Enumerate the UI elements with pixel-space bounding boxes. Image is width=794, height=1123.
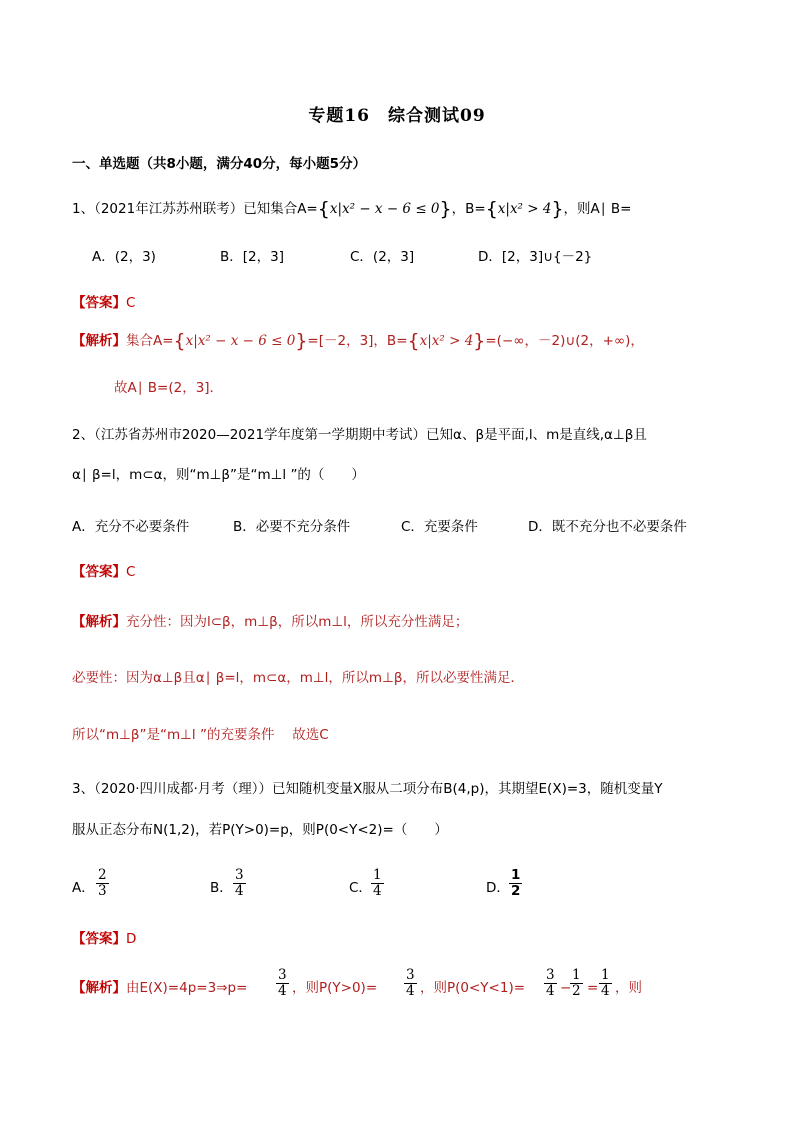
q2-option-a: A．充分不必要条件 [72, 519, 190, 535]
analysis-label: 【解析】 [72, 614, 126, 630]
q3-option-d-fraction [509, 868, 522, 899]
answer-label: 【答案】 [72, 931, 126, 947]
q3-option-b-label: B． [210, 880, 233, 896]
q3-option-b-fraction [233, 868, 246, 899]
fraction-numerator: 1 [373, 867, 382, 883]
question-3-stem-line-2: 服从正态分布N(1,2)，若P(Y>0)=p，则P(0<Y<2)=（ ） [72, 822, 448, 838]
fraction-denominator: 4 [546, 983, 555, 999]
q3-answer [72, 929, 734, 949]
analysis-label: 【解析】 [72, 333, 126, 349]
q3-an-fraction-3 [544, 968, 557, 999]
q3-an-fraction-4 [570, 968, 583, 999]
fraction-denominator: 2 [511, 883, 521, 899]
q3-option-c-fraction [371, 868, 384, 899]
q3-option-d-label: D． [486, 880, 510, 896]
q3-an-text-d: ，则 [615, 980, 642, 996]
fraction-numerator: 1 [601, 967, 610, 983]
q3-analysis-prefix [72, 978, 247, 998]
q3-an-fraction-2 [404, 968, 417, 999]
fraction-denominator: 4 [235, 883, 244, 899]
q2-option-d: D．既不充分也不必要条件 [528, 519, 687, 535]
fraction-numerator: 1 [572, 967, 581, 983]
q1-option-a: A．(2，3) [92, 249, 156, 265]
q1-stem-b: ，B= [451, 201, 486, 217]
q3-an-text-b: ，则P(Y>0)= [292, 980, 378, 996]
q3-an-equals: = [587, 980, 599, 996]
q2-answer [72, 562, 734, 582]
q1-option-b: B．[2，3] [220, 249, 284, 265]
question-1-options [92, 247, 734, 267]
q3-option-c-label: C． [349, 880, 372, 896]
fraction-numerator: 3 [546, 967, 555, 983]
q2-an-text-1: 充分性：因为l⊂β，m⊥β，所以m⊥l，所以充分性满足； [126, 614, 469, 630]
q2-analysis-line-3: 所以“m⊥β”是“m⊥l ”的充要条件 故选C [72, 727, 329, 743]
answer-value: C [126, 295, 136, 311]
q3-option-a-fraction [96, 868, 109, 899]
q2-analysis-line-2: 必要性：因为α⊥β且α∣ β=l，m⊂α，m⊥l，所以m⊥β，所以必要性满足． [72, 670, 524, 686]
fraction-numerator: 2 [98, 867, 107, 883]
q1-option-d: D．[2，3]∪{－2} [478, 249, 593, 265]
answer-label: 【答案】 [72, 564, 126, 580]
answer-label: 【答案】 [72, 295, 126, 311]
q1-set-a: x|x² − x − 6 ≤ 0 [329, 201, 440, 217]
question-2-options [72, 517, 734, 537]
question-3-options [72, 868, 734, 908]
question-3-stem-line-1: 3、（2020·四川成都·月考（理））已知随机变量X服从二项分布B(4,p)，其期望E(X)=3，随机变量Y [72, 781, 663, 797]
q3-an-text-a: 由E(X)=4p=3⇒p= [126, 980, 248, 996]
q1-answer [72, 293, 734, 313]
fraction-numerator: 3 [235, 867, 244, 883]
q2-option-b: B．必要不充分条件 [233, 519, 351, 535]
fraction-numerator: 3 [278, 967, 287, 983]
q1-an-text-b: =[－2，3]，B= [307, 333, 408, 349]
q1-analysis-line-1: 【解析】集合A={x|x² − x − 6 ≤ 0}=[－2，3]，B={x|x² > 4}=(−∞，－2)∪(2，+∞)， [72, 330, 644, 352]
q3-an-fraction-1 [276, 968, 289, 999]
answer-value: C [126, 564, 136, 580]
q3-an-text-c: ，则P(0<Y<1)= [420, 980, 526, 996]
q3-an-minus: − [560, 980, 572, 996]
analysis-label: 【解析】 [72, 980, 126, 996]
fraction-denominator: 2 [572, 983, 581, 999]
question-2-stem-line-1: 2、（江苏省苏州市2020—2021学年度第一学期期中考试）已知α、β是平面,l、m是直线,α⊥β且 [72, 427, 647, 443]
fraction-denominator: 4 [601, 983, 610, 999]
fraction-numerator: 3 [406, 967, 415, 983]
question-2-stem-line-2: α∣ β=l，m⊂α，则“m⊥β”是“m⊥l ”的（ ） [72, 467, 365, 483]
fraction-denominator: 3 [98, 883, 107, 899]
question-1-stem: 1、（2021年江苏苏州联考）已知集合A={x|x² − x − 6 ≤ 0}，B={x|x² > 4}，则A∣ B= [72, 198, 632, 220]
q1-stem-c: ，则A∣ B= [563, 201, 632, 217]
q1-analysis-line-2: 故A∣ B=(2，3]． [114, 380, 224, 396]
q2-analysis-line-1 [72, 612, 734, 632]
q1-option-c: C．(2，3] [350, 249, 415, 265]
fraction-numerator: 1 [511, 867, 521, 883]
q3-analysis-line-1 [72, 968, 734, 1008]
section-heading: 一、单选题（共8小题，满分40分，每小题5分） [72, 156, 367, 172]
q1-stem-a: 1、（2021年江苏苏州联考）已知集合A= [72, 201, 318, 217]
q1-an-set-b: x|x² > 4 [419, 333, 474, 349]
q1-set-b: x|x² > 4 [497, 201, 552, 217]
page-title: 专题16 综合测试09 [308, 106, 486, 126]
q1-an-text-a: 集合A= [126, 333, 174, 349]
fraction-denominator: 4 [406, 983, 415, 999]
answer-value: D [126, 931, 137, 947]
q2-option-c: C．充要条件 [401, 519, 478, 535]
fraction-denominator: 4 [373, 883, 382, 899]
q1-an-text-c: =(−∞，－2)∪(2，+∞)， [485, 333, 644, 349]
q3-an-fraction-5 [599, 968, 612, 999]
fraction-denominator: 4 [278, 983, 287, 999]
q3-option-a-label: A． [72, 880, 95, 896]
q1-an-set-a: x|x² − x − 6 ≤ 0 [185, 333, 296, 349]
